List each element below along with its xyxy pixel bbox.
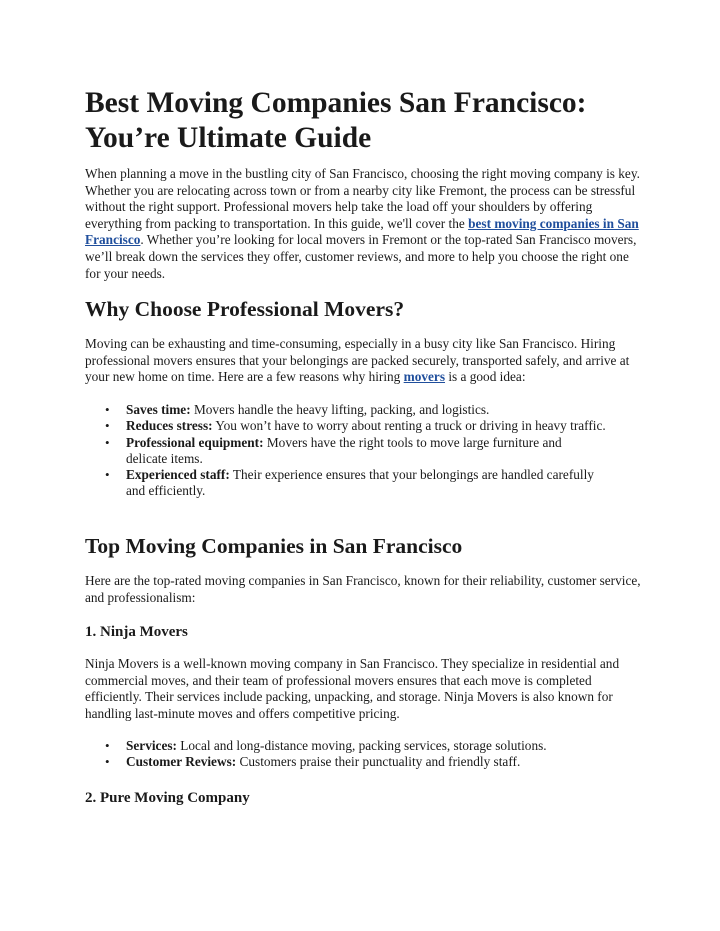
bullet-icon: • [105, 754, 110, 770]
intro-text-after-link: . Whether you’re looking for local movers in Fremont or the top-rated San Francisco movers, we’ll break down the services they offer, customer reviews, and more to help you choose the right one for your needs. [85, 232, 637, 281]
bullet-label: Saves time: [126, 402, 191, 417]
best-moving-companies-link[interactable]: best moving companies in San Francisco [85, 215, 639, 248]
list-item [85, 754, 606, 770]
bullet-label: Professional equipment: [126, 434, 264, 450]
bullet-text: Movers have the right tools to move large furniture and delicate items. [126, 434, 562, 466]
why-text-before-link: Moving can be exhausting and time-consuming, especially in a busy city like San Francisco. Hiring professional movers ensures that your belongings are packed securely, transported safely, and arrive at your new home on time. Here are a few reasons why hiring [85, 336, 630, 385]
intro-paragraph [85, 166, 645, 282]
why-paragraph [85, 336, 645, 386]
why-heading: Why Choose Professional Movers? [85, 297, 405, 321]
bullet-icon: • [105, 418, 110, 434]
bullet-label: Customer Reviews: [126, 754, 237, 770]
movers-link[interactable]: movers [403, 369, 446, 385]
list-item [85, 402, 606, 418]
bullet-icon: • [105, 467, 110, 483]
bullet-text: Local and long-distance moving, packing services, storage solutions. [176, 738, 547, 753]
why-text-after-link: is a good idea: [445, 369, 526, 385]
ninja-bullet-list [85, 738, 645, 771]
bullet-label: Reduces stress: [126, 418, 213, 434]
list-item [85, 738, 606, 754]
bullet-label: Services: [126, 738, 177, 753]
why-bullet-list [85, 402, 645, 500]
bullet-text: Movers handle the heavy lifting, packing, and logistics. [190, 402, 490, 417]
pure-moving-heading: 2. Pure Moving Company [85, 790, 250, 806]
ninja-movers-paragraph: Ninja Movers is a well-known moving company in San Francisco. They specialize in residential and commercial moves, and their team of professional movers ensures that each move is completed efficiently. Their services include packing, unpacking, and storage. Ninja Movers is also known for handling last-minute moves and offers competitive pricing. [85, 656, 620, 721]
bullet-text: Their experience ensures that your belongings are handled carefully and efficiently. [126, 467, 594, 499]
list-item [85, 418, 606, 434]
intro-text-before-link: When planning a move in the bustling city of San Francisco, choosing the right moving company is key. Whether you are relocating across town or from a nearby city like Fremont, the process can be stressful without the right support. Professional movers help take the load off your shoulders by offering everything from packing to transportation. In this guide, we'll cover the [85, 166, 640, 231]
bullet-text: Customers praise their punctuality and friendly staff. [236, 754, 521, 770]
bullet-label: Experienced staff: [126, 467, 230, 483]
top-companies-paragraph: Here are the top-rated moving companies in San Francisco, known for their reliability, customer service, and professionalism: [85, 573, 641, 605]
top-companies-heading: Top Moving Companies in San Francisco [85, 534, 463, 558]
bullet-icon: • [105, 738, 110, 753]
list-item [85, 467, 606, 500]
page-title: Best Moving Companies San Francisco: You’re Ultimate Guide [85, 87, 587, 154]
ninja-movers-heading: 1. Ninja Movers [85, 624, 188, 640]
bullet-text: You won’t have to worry about renting a truck or driving in heavy traffic. [212, 418, 606, 434]
bullet-icon: • [105, 402, 110, 417]
list-item [85, 435, 606, 468]
bullet-icon: • [105, 434, 110, 450]
